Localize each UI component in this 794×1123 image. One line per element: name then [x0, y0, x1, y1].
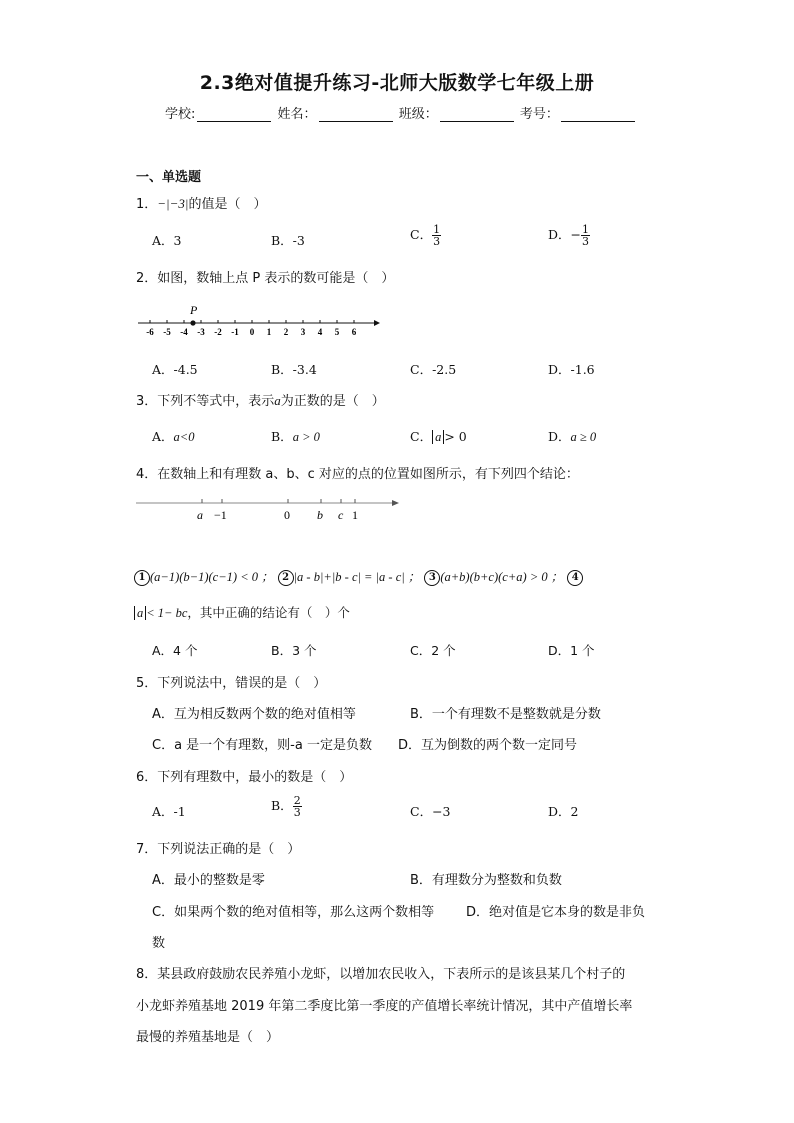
name-blank	[319, 108, 393, 122]
q6-option-c: C．−3	[410, 804, 451, 819]
class-label: 班级：	[398, 107, 438, 122]
q5-stem: 5．下列说法中，错误的是（ ）	[136, 676, 327, 691]
q4-option-c: C．2 个	[410, 643, 456, 658]
page-title: 2.3绝对值提升练习-北师大版数学七年级上册	[199, 72, 595, 94]
q8-line-1: 8．某县政府鼓励农民养殖小龙虾，以增加农民收入，下表所示的是该县某几个村子的	[136, 967, 626, 982]
arrow-icon	[392, 500, 399, 506]
q8-line-2: 小龙虾养殖基地 2019 年第二季度比第一季度的产值增长率统计情况，其中产值增长率	[136, 999, 633, 1014]
number-line-tick-label: -5	[163, 327, 171, 337]
point-p-label: P	[190, 303, 198, 317]
q5-option-d: D．互为倒数的两个数一定同号	[398, 738, 578, 753]
number-line-tick-label: 5	[334, 327, 340, 337]
name-label: 姓名：	[277, 107, 317, 122]
number-line-tick-label: -3	[197, 327, 205, 337]
q1-option-a: A．3	[152, 233, 182, 248]
student-info	[165, 103, 637, 122]
q2-number-line	[134, 300, 384, 340]
one-label: 1	[352, 508, 358, 522]
zero-label: 0	[284, 508, 290, 522]
q7-option-c: C．如果两个数的绝对值相等，那么这两个数相等	[152, 905, 435, 920]
class-blank	[440, 108, 514, 122]
point-a-label: a	[197, 508, 203, 522]
school-blank	[197, 108, 271, 122]
number-line-tick-label: -6	[146, 327, 154, 337]
point-p-dot	[190, 320, 195, 325]
point-b-label: b	[317, 508, 323, 522]
q2-option-a: A．-4.5	[152, 362, 198, 377]
q6-option-b: B． $\frac{2}{3}$	[271, 794, 301, 819]
school-label: 学校:	[165, 107, 196, 122]
q1-option-d: D．− $\frac{1}{3}$	[548, 223, 589, 248]
q4-option-b: B．3 个	[271, 643, 317, 658]
number-line-tick-label: 2	[283, 327, 289, 337]
q1-option-b: B．-3	[271, 233, 305, 248]
q5-option-b: B．一个有理数不是整数就是分数	[410, 707, 601, 722]
q2-stem: 2．如图，数轴上点 P 表示的数可能是（ ）	[136, 271, 395, 286]
q6-stem: 6．下列有理数中，最小的数是（ ）	[136, 770, 353, 785]
point-c-label: c	[338, 508, 344, 522]
q1-stem: 1．−|−3|的值是（ ）	[136, 196, 267, 212]
q7-option-a: A．最小的整数是零	[152, 873, 265, 888]
minus-one-label: −1	[214, 508, 227, 522]
number-line-tick-label: 0	[249, 327, 255, 337]
number-line-tick-label: -2	[214, 327, 222, 337]
q4-conclusion-4: a < 1− bc，其中正确的结论有（ ）个	[134, 603, 350, 621]
q3-option-b: B．a > 0	[271, 429, 320, 444]
section-heading: 一、单选题	[136, 170, 202, 185]
q2-option-d: D．-1.6	[548, 362, 595, 377]
q3-option-c: C． a > 0	[410, 429, 467, 444]
q8-line-3: 最慢的养殖基地是（ ）	[136, 1030, 280, 1045]
q7-option-d-cont: 数	[152, 936, 166, 951]
q6-option-d: D．2	[548, 804, 579, 819]
q4-number-line	[134, 492, 404, 526]
q4-stem: 4．在数轴上和有理数 a、b、c 对应的点的位置如图所示，有下列四个结论：	[136, 467, 579, 482]
q7-option-b: B．有理数分为整数和负数	[410, 873, 562, 888]
exam-no-blank	[561, 108, 635, 122]
q7-stem: 7．下列说法正确的是（ ）	[136, 842, 301, 857]
number-line-tick-label: -1	[231, 327, 239, 337]
q5-option-a: A．互为相反数两个数的绝对值相等	[152, 707, 356, 722]
q4-option-d: D．1 个	[548, 643, 595, 658]
q3-option-d: D．a ≥ 0	[548, 429, 597, 444]
q3-option-a: A．a<0	[152, 429, 195, 444]
q4-option-a: A．4 个	[152, 643, 198, 658]
exam-no-label: 考号：	[519, 107, 559, 122]
number-line-tick-label: 6	[351, 327, 357, 337]
q1-option-c: C． $\frac{1}{3}$	[410, 223, 441, 248]
number-line-tick-label: -4	[180, 327, 188, 337]
number-line-tick-label: 3	[300, 327, 306, 337]
q7-option-d: D．绝对值是它本身的数是非负	[466, 905, 646, 920]
q4-conclusions: 1 (a−1)(b−1)(c−1) < 0 ； 2 |a - b|+|b - c| = |a - c| ； 3 (a+b)(b+c)(c+a) > 0 ； 4	[134, 567, 583, 586]
arrow-icon	[374, 320, 380, 326]
q2-option-b: B．-3.4	[271, 362, 317, 377]
q6-option-a: A．-1	[152, 804, 186, 819]
q5-option-c: C．a 是一个有理数，则-a 一定是负数	[152, 738, 372, 753]
q3-stem: 3．下列不等式中，表示a为正数的是（ ）	[136, 393, 385, 409]
number-line-tick-label: 1	[266, 327, 272, 337]
q2-option-c: C．-2.5	[410, 362, 457, 377]
number-line-tick-label: 4	[317, 327, 323, 337]
